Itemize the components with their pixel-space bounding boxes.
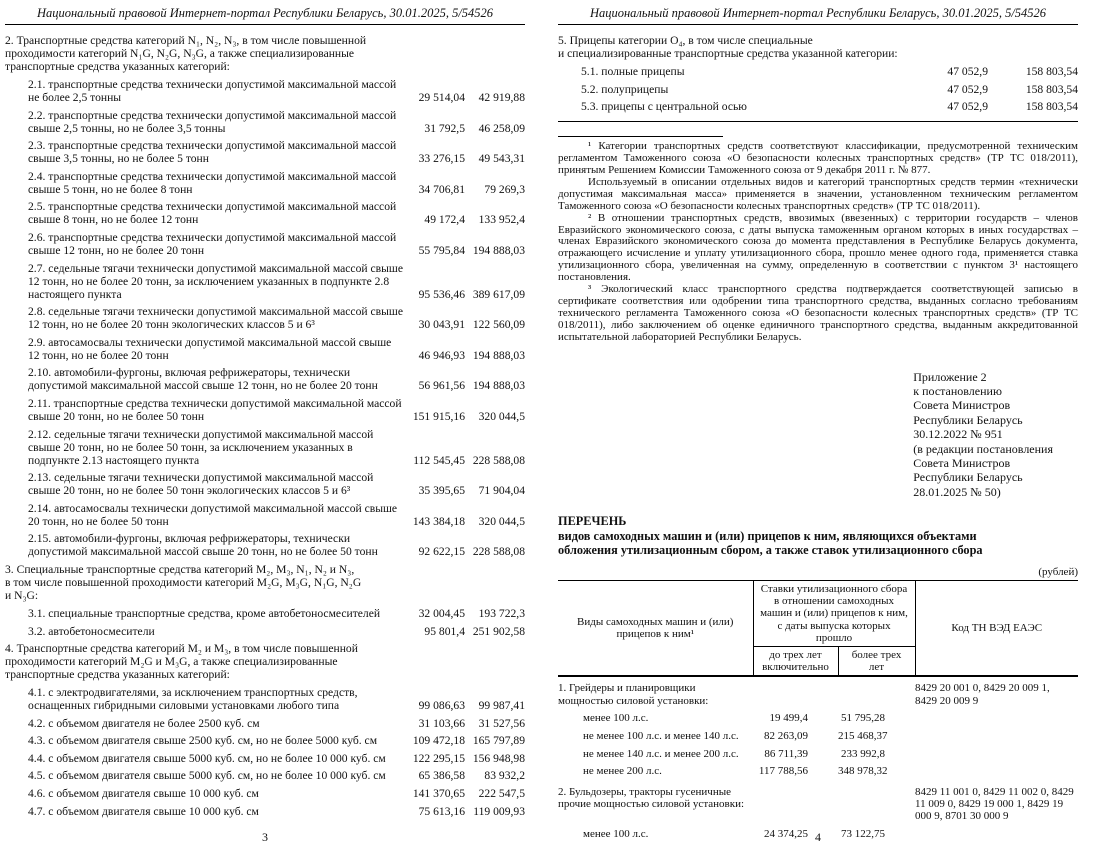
machine-group-row bbox=[558, 676, 1078, 709]
footnote-paragraph: Используемый в описании отдельных видов и категорий транспортных средств термин «технически допустимая максимальная масса» применяется в значении, установленном техническим регламентом Таможенного союза «О безопасности колесных транспортных средств» (ТР ТС 018/2011). bbox=[558, 175, 1078, 212]
currency-note: (рублей) bbox=[1038, 566, 1078, 579]
tnved-code: 8429 20 001 0, 8429 20 009 1, 8429 20 009 9 bbox=[915, 682, 1050, 707]
intro-line: проходимости категорий M₂G и M₃G, а также специализированные bbox=[5, 655, 338, 669]
rate-upto-3y: 117 788,56 bbox=[758, 765, 808, 778]
rate-over-3y: 194 888,03 bbox=[472, 348, 525, 362]
appendix-reference bbox=[913, 370, 1053, 500]
power-range: не менее 140 л.с. и менее 200 л.с. bbox=[583, 747, 739, 760]
rate-over-3y: 165 797,89 bbox=[472, 734, 525, 748]
rate-upto-3y: 151 915,16 bbox=[412, 409, 465, 423]
page-4 bbox=[550, 0, 1100, 849]
rate-upto-3y: 46 946,93 bbox=[418, 348, 465, 362]
list-title-line: ПЕРЕЧЕНЬ bbox=[558, 514, 627, 529]
rate-upto-3y: 31 103,66 bbox=[418, 716, 465, 730]
tariff-description: 2.13. седельные тягачи технически допустимой максимальной массой свыше 20 тонн, но не более 50 тонн экологических классов 5 и 6³ bbox=[28, 471, 374, 498]
rate-over-3y: 122 560,09 bbox=[472, 318, 525, 332]
power-range-row bbox=[558, 745, 1078, 763]
rate-over-3y: 31 527,56 bbox=[478, 716, 525, 730]
rate-upto-3y: 32 004,45 bbox=[418, 606, 465, 620]
tariff-description: 4.4. с объемом двигателя свыше 5000 куб. см, но не более 10 000 куб. см bbox=[28, 751, 386, 765]
tariff-row bbox=[28, 769, 525, 782]
appendix-line: Приложение 2 bbox=[913, 369, 987, 384]
tariff-row bbox=[581, 100, 1078, 113]
machine-group-row bbox=[558, 781, 1078, 826]
rate-upto-3y: 82 263,09 bbox=[764, 730, 808, 743]
list-title-line: обложения утилизационным сбором, а также ставок утилизационного сбора bbox=[558, 543, 983, 558]
rate-over-3y: 158 803,54 bbox=[1025, 82, 1078, 96]
power-range: менее 100 л.с. bbox=[583, 827, 649, 840]
tariff-row bbox=[28, 231, 525, 257]
tariff-row bbox=[28, 109, 525, 135]
rate-over-3y: 193 722,3 bbox=[478, 606, 525, 620]
tariff-description: 2.14. автосамосвалы технически допустимой максимальной массой свыше 20 тонн, но не более 50 тонн bbox=[28, 501, 398, 528]
tariff-description: 2.9. автосамосвалы технически допустимой максимальной массой свыше 12 тонн, но не более 20 тонн bbox=[28, 335, 392, 362]
tariff-description: 2.7. седельные тягачи технически допустимой максимальной массой свыше 12 тонн, но не более 20 тонн, за исключением указанных в подпункте 2.8 настоящего пункта bbox=[28, 261, 403, 301]
appendix-line: Совета Министров bbox=[913, 398, 1011, 413]
rate-upto-3y: 65 386,58 bbox=[418, 769, 465, 783]
rate-over-3y: 49 543,31 bbox=[478, 152, 525, 166]
intro-line: и специализированные транспортные средства указанной категории: bbox=[558, 47, 898, 60]
tariff-row bbox=[28, 200, 525, 226]
rate-upto-3y: 33 276,15 bbox=[418, 152, 465, 166]
appendix-line: Совета Министров bbox=[913, 456, 1011, 471]
intro-line: 2. Транспортные средства категорий N₁, N₂, N₃, в том числе повышенной bbox=[5, 34, 367, 47]
page-number: 4 bbox=[815, 830, 821, 844]
table-header-machine-types: Виды самоходных машин и (или) прицепов к ним¹ bbox=[558, 581, 753, 677]
empty-cell bbox=[753, 781, 838, 826]
intro-line: 3. Специальные транспортные средства категорий M₂, M₃, N₁, N₂ и N₃, bbox=[5, 562, 355, 576]
tariff-description: 2.3. транспортные средства технически допустимой максимальной массой свыше 3,5 тонны, но не более 5 тонн bbox=[28, 139, 397, 166]
rate-upto-3y: 122 295,15 bbox=[412, 751, 465, 765]
rate-over-3y: 228 588,08 bbox=[472, 453, 525, 467]
tariff-description: 3.1. специальные транспортные средства, кроме автобетоносмесителей bbox=[28, 606, 381, 620]
tariff-description: 4.7. с объемом двигателя свыше 10 000 куб. см bbox=[28, 804, 259, 818]
power-range: не менее 200 л.с. bbox=[583, 765, 662, 778]
intro-line: транспортные средства указанных категорий: bbox=[5, 668, 230, 682]
rate-over-3y: 42 919,88 bbox=[478, 91, 525, 104]
tariff-description: 2.5. транспортные средства технически допустимой максимальной массой свыше 8 тонн, но не более 12 тонн bbox=[28, 200, 397, 227]
tariff-description: 4.2. с объемом двигателя не более 2500 куб. см bbox=[28, 716, 260, 730]
tariff-row bbox=[581, 83, 1078, 96]
tariff-description: 2.4. транспортные средства технически допустимой максимальной массой свыше 5 тонн, но не более 8 тонн bbox=[28, 169, 397, 196]
machine-category: 1. Грейдеры и планировщики мощностью силовой установки: bbox=[558, 682, 709, 707]
tariff-row bbox=[28, 305, 525, 331]
tariff-row bbox=[28, 734, 525, 747]
rate-upto-3y: 24 374,25 bbox=[764, 827, 808, 840]
running-header: Национальный правовой Интернет-портал Республики Беларусь, 30.01.2025, 5/54526 bbox=[5, 6, 525, 25]
intro-line: и N₃G: bbox=[5, 588, 39, 602]
rate-over-3y: 215 468,37 bbox=[838, 730, 888, 743]
tariff-description: 2.8. седельные тягачи технически допустимой максимальной массой свыше 12 тонн, но не более 20 тонн экологических классов 5 и 6³ bbox=[28, 305, 403, 332]
list-title bbox=[558, 514, 1078, 558]
rate-over-3y: 233 992,8 bbox=[841, 747, 886, 760]
rate-upto-3y: 95 801,4 bbox=[424, 624, 465, 638]
tariff-description: 5.3. прицепы с центральной осью bbox=[581, 100, 747, 114]
tariff-description: 4.3. с объемом двигателя свыше 2500 куб. см, но не более 5000 куб. см bbox=[28, 734, 378, 748]
rate-upto-3y: 143 384,18 bbox=[412, 514, 465, 528]
empty-cell bbox=[838, 781, 915, 826]
page-number: 3 bbox=[262, 830, 268, 844]
rate-over-3y: 320 044,5 bbox=[478, 514, 525, 528]
rate-upto-3y: 31 792,5 bbox=[424, 121, 465, 135]
appendix-line: 28.01.2025 № 50) bbox=[913, 484, 1001, 499]
tariff-description: 5.2. полуприцепы bbox=[581, 82, 669, 96]
tariff-description: 2.12. седельные тягачи технически допустимой максимальной массой свыше 20 тонн, но не более 50 тонн, за исключением указанных в подпункте 2.13 настоящего пункта bbox=[28, 427, 374, 467]
tariff-list-vehicles bbox=[5, 34, 525, 818]
machine-category: 2. Бульдозеры, тракторы гусеничные прочие мощностью силовой установки: bbox=[558, 785, 745, 810]
rate-over-3y: 133 952,4 bbox=[478, 213, 525, 227]
tariff-description: 2.2. транспортные средства технически допустимой максимальной массой свыше 2,5 тонны, но не более 3,5 тонны bbox=[28, 108, 397, 135]
appendix-line: к постановлению bbox=[913, 384, 1002, 398]
rate-over-3y: 320 044,5 bbox=[478, 409, 525, 423]
rate-upto-3y: 29 514,04 bbox=[418, 91, 465, 104]
rate-upto-3y: 112 545,45 bbox=[413, 453, 465, 467]
rate-over-3y: 71 904,04 bbox=[478, 484, 525, 498]
tariff-row bbox=[28, 752, 525, 765]
tariff-list-trailers bbox=[558, 34, 1078, 122]
table-header-rates: Ставки утилизационного сбора в отношении самоходных машин и (или) прицепов к ним, с даты выпуска которых прошло bbox=[753, 581, 915, 647]
tariff-row bbox=[28, 787, 525, 800]
rate-upto-3y: 49 172,4 bbox=[424, 213, 465, 227]
rate-over-3y: 222 547,5 bbox=[478, 787, 525, 801]
tariff-row bbox=[28, 805, 525, 818]
tariff-description: 2.11. транспортные средства технически допустимой максимальной массой свыше 20 тонн, но не более 50 тонн bbox=[28, 396, 402, 423]
footnote-paragraph: ² В отношении транспортных средств, ввозимых (ввезенных) с территории государств – членов Евразийского экономического союза, с даты выпуска таможенным органом которых в иных государствах – членах Евразийского экономического союза до момента представления в Республике Беларусь документа, отражающего исчисление и уплату утилизационного сбора, прошло менее одного года, применяется ставка утилизационного сбора, увеличенная на сумму, определенную в соответствии с пунктом 3¹ настоящего постановления. bbox=[558, 211, 1078, 284]
rate-upto-3y: 75 613,16 bbox=[418, 804, 465, 818]
rate-over-3y: 158 803,54 bbox=[1025, 100, 1078, 114]
rate-over-3y: 251 902,58 bbox=[472, 624, 525, 638]
footnotes bbox=[558, 141, 1078, 343]
section-intro bbox=[5, 642, 435, 681]
power-range-row bbox=[558, 763, 1078, 781]
empty-cell bbox=[753, 676, 838, 709]
rate-over-3y: 194 888,03 bbox=[472, 243, 525, 257]
list-title-line: видов самоходных машин и (или) прицепов к ним, являющихся объектами bbox=[558, 528, 977, 543]
rate-upto-3y: 109 472,18 bbox=[412, 734, 465, 748]
tariff-row bbox=[28, 139, 525, 165]
intro-line: транспортные средства указанных категорий: bbox=[5, 60, 230, 73]
power-range-row bbox=[558, 728, 1078, 746]
tariff-row bbox=[28, 502, 525, 528]
appendix-line: (в редакции постановления bbox=[913, 441, 1053, 456]
tariff-description: 2.15. автомобили-фургоны, включая рефрижераторы, технически допустимой максимальной массой свыше 20 тонн, но не более 50 тонн bbox=[28, 532, 378, 559]
rate-over-3y: 156 948,98 bbox=[472, 751, 525, 765]
section-intro bbox=[558, 34, 988, 60]
power-range-row bbox=[558, 710, 1078, 728]
rate-upto-3y: 34 706,81 bbox=[418, 182, 465, 196]
tariff-description: 2.6. транспортные средства технически допустимой максимальной массой свыше 12 тонн, но не более 20 тонн bbox=[28, 230, 397, 257]
tariff-description: 2.10. автомобили-фургоны, включая рефрижераторы, технически допустимой максимальной массой свыше 12 тонн, но не более 20 тонн bbox=[28, 366, 378, 393]
intro-line: в том числе повышенной проходимости категорий M₂G, M₃G, N₁G, N₂G bbox=[5, 575, 362, 589]
rate-upto-3y: 86 711,39 bbox=[764, 747, 808, 760]
tariff-description: 4.5. с объемом двигателя свыше 5000 куб. см, но не более 10 000 куб. см bbox=[28, 769, 386, 783]
rate-upto-3y: 55 795,84 bbox=[418, 243, 465, 257]
tariff-description: 4.6. с объемом двигателя свыше 10 000 куб. см bbox=[28, 787, 259, 801]
rate-over-3y: 46 258,09 bbox=[478, 121, 525, 135]
rate-over-3y: 119 009,93 bbox=[473, 804, 525, 818]
table-header-over-3y: более трех лет bbox=[838, 647, 915, 677]
footnote-paragraph: ¹ Категории транспортных средств соответствуют классификации, предусмотренной техническим регламентом Таможенного союза «О безопасности колесных транспортных средств» (ТР ТС 018/2011), принятым Решением Комиссии Таможенного союза от 9 декабря 2011 г. № 877. bbox=[558, 140, 1078, 176]
intro-line: 4. Транспортные средства категорий M₂ и M₃, в том числе повышенной bbox=[5, 642, 358, 656]
rate-upto-3y: 56 961,56 bbox=[418, 379, 465, 393]
table-header-tnved-code: Код ТН ВЭД ЕАЭС bbox=[915, 581, 1078, 677]
tariff-row bbox=[28, 78, 525, 104]
tariff-row bbox=[28, 686, 525, 712]
tariff-row bbox=[28, 471, 525, 497]
power-range: менее 100 л.с. bbox=[583, 712, 649, 725]
rate-over-3y: 348 978,32 bbox=[838, 765, 888, 778]
tnved-code: 8429 11 001 0, 8429 11 002 0, 8429 11 009 0, 8429 19 000 1, 8429 19 000 9, 8701 30 000 9 bbox=[915, 785, 1074, 823]
tariff-row bbox=[28, 607, 525, 620]
running-header: Национальный правовой Интернет-портал Республики Беларусь, 30.01.2025, 5/54526 bbox=[558, 6, 1078, 25]
appendix-line: Республики Беларусь bbox=[913, 470, 1023, 485]
rate-upto-3y: 30 043,91 bbox=[418, 318, 465, 332]
tariff-row bbox=[581, 65, 1078, 78]
empty-cell bbox=[838, 676, 915, 709]
rate-upto-3y: 47 052,9 bbox=[947, 65, 988, 78]
rate-over-3y: 79 269,3 bbox=[484, 182, 525, 196]
tariff-description: 2.1. транспортные средства технически допустимой максимальной массой не более 2,5 тонны bbox=[28, 78, 397, 104]
rate-over-3y: 194 888,03 bbox=[472, 379, 525, 393]
rate-over-3y: 51 795,28 bbox=[841, 712, 886, 725]
rate-upto-3y: 95 536,46 bbox=[418, 287, 465, 301]
tariff-description: 4.1. с электродвигателями, за исключением транспортных средств, оснащенных гибридными силовыми установками любого типа bbox=[28, 686, 358, 713]
empty-cell bbox=[915, 763, 1078, 781]
rate-upto-3y: 99 086,63 bbox=[418, 699, 465, 713]
rate-over-3y: 73 122,75 bbox=[841, 827, 886, 840]
rate-over-3y: 228 588,08 bbox=[472, 545, 525, 559]
tariff-row bbox=[28, 336, 525, 362]
rate-over-3y: 158 803,54 bbox=[1025, 65, 1078, 78]
appendix-line: 30.12.2022 № 951 bbox=[913, 427, 1003, 442]
intro-line: 5. Прицепы категории О₄, в том числе специальные bbox=[558, 34, 813, 47]
tariff-description: 3.2. автобетоносмесители bbox=[28, 624, 155, 638]
rate-upto-3y: 47 052,9 bbox=[947, 100, 988, 114]
rate-over-3y: 99 987,41 bbox=[478, 699, 525, 713]
empty-cell bbox=[915, 745, 1078, 763]
intro-line: проходимости категорий N₁G, N₂G, N₃G, а также специализированные bbox=[5, 47, 355, 60]
rate-over-3y: 389 617,09 bbox=[472, 287, 525, 301]
empty-cell bbox=[915, 710, 1078, 728]
empty-cell bbox=[915, 728, 1078, 746]
utilization-fee-table bbox=[558, 580, 1078, 843]
tariff-row bbox=[28, 428, 525, 467]
tariff-row bbox=[28, 262, 525, 301]
section-intro bbox=[5, 563, 435, 602]
tariff-row bbox=[28, 170, 525, 196]
tariff-description: 5.1. полные прицепы bbox=[581, 65, 685, 78]
tariff-row bbox=[28, 532, 525, 558]
tariff-row bbox=[28, 366, 525, 392]
table-header-upto-3y: до трех лет включительно bbox=[753, 647, 838, 677]
rate-upto-3y: 19 499,4 bbox=[769, 712, 808, 725]
section-intro bbox=[5, 34, 435, 73]
rate-upto-3y: 141 370,65 bbox=[412, 787, 465, 801]
rate-upto-3y: 47 052,9 bbox=[947, 82, 988, 96]
tariff-row bbox=[28, 397, 525, 423]
tariff-row bbox=[28, 717, 525, 730]
rate-upto-3y: 92 622,15 bbox=[418, 545, 465, 559]
rate-over-3y: 83 932,2 bbox=[484, 769, 525, 783]
rate-upto-3y: 35 395,65 bbox=[418, 484, 465, 498]
power-range: не менее 100 л.с. и менее 140 л.с. bbox=[583, 730, 739, 743]
footnote-paragraph: ³ Экологический класс транспортного средства подтверждается соответствующей записью в сертификате соответствия или одобрении типа транспортного средства, выданных согласно требованиям технического регламента Таможенного союза «О безопасности колесных транспортных средств» (ТР ТС 018/2011), либо заключением об оценке единичного транспортного средства, выданным аккредитованной испытательной лабораторией Республики Беларусь. bbox=[558, 283, 1078, 343]
footnote-separator bbox=[558, 136, 723, 137]
tariff-row bbox=[28, 625, 525, 638]
appendix-line: Республики Беларусь bbox=[913, 412, 1023, 427]
